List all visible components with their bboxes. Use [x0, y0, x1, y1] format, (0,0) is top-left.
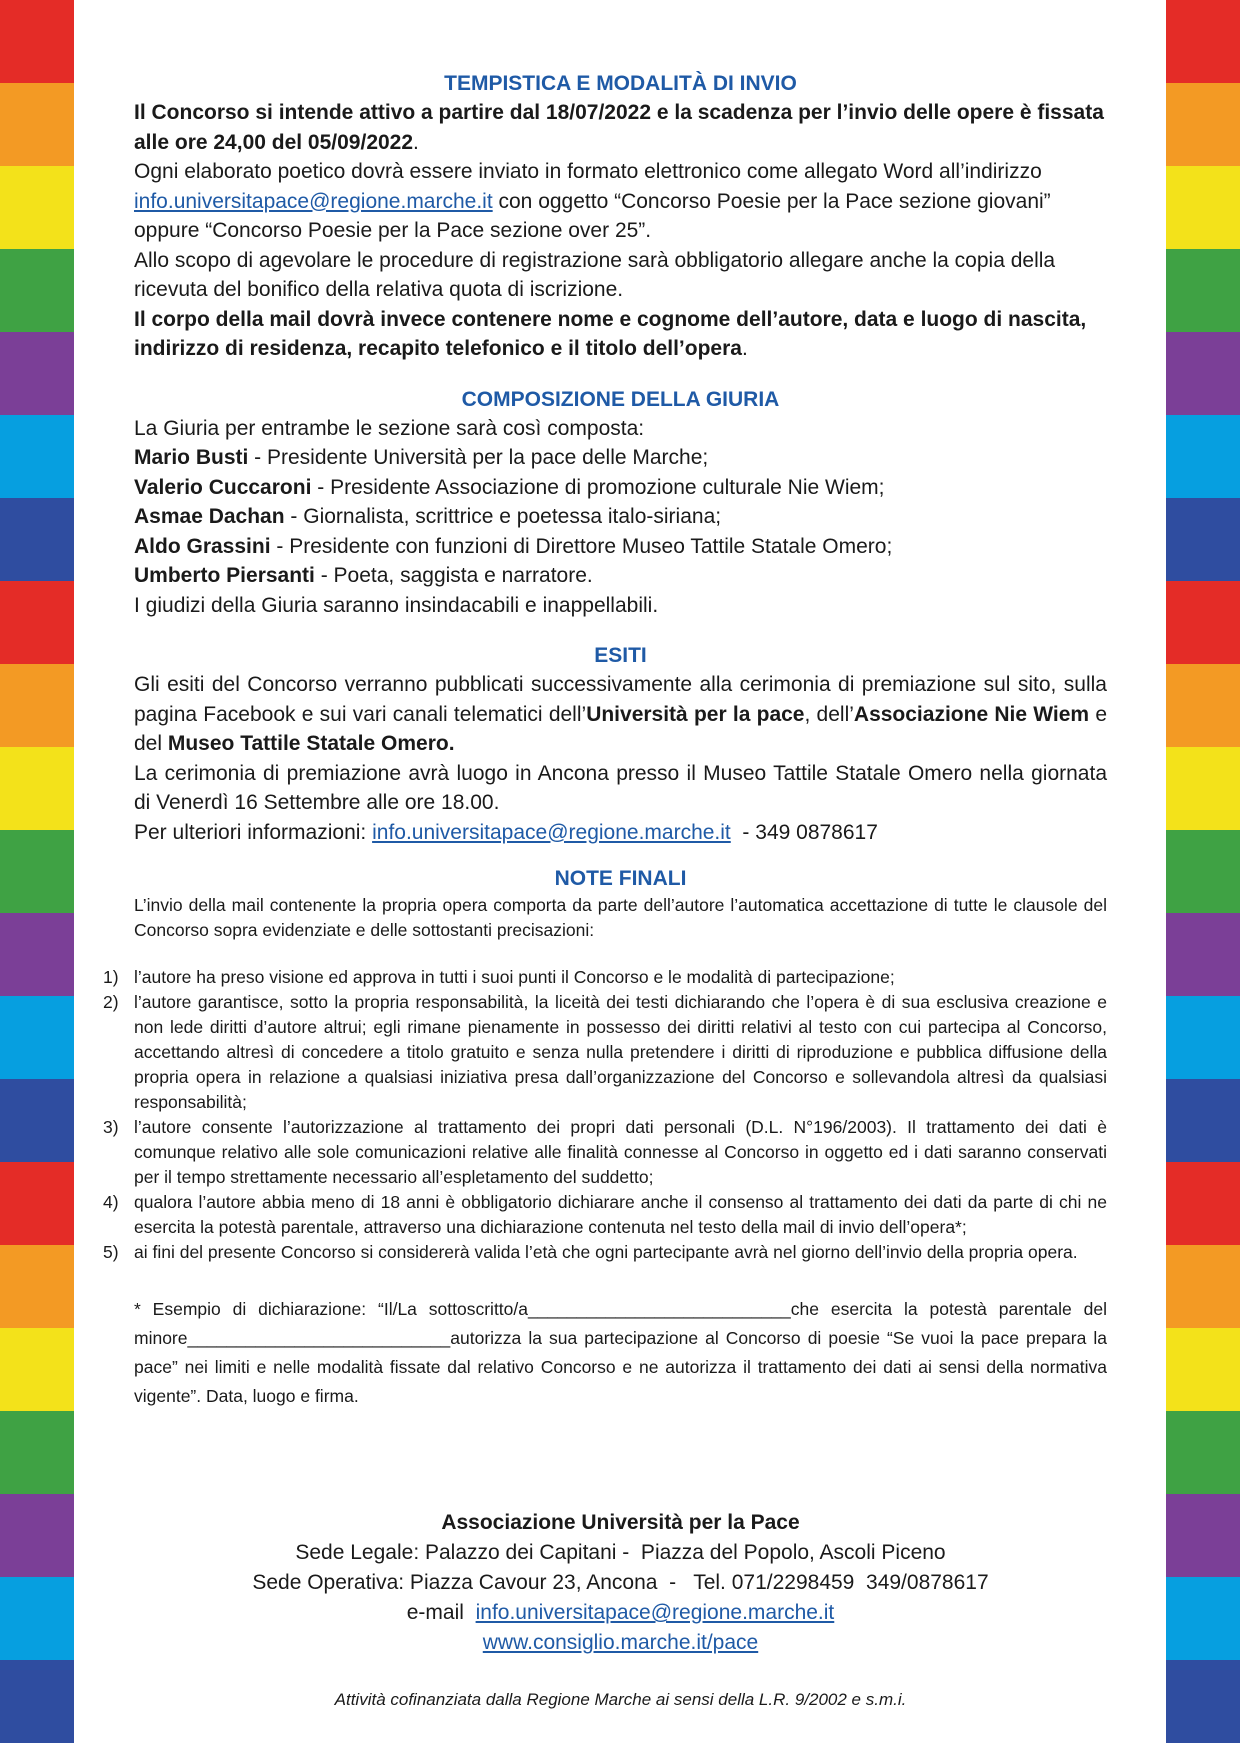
heading-invio: TEMPISTICA E MODALITÀ DI INVIO	[444, 72, 797, 95]
note-item	[103, 1240, 1107, 1265]
stripe-band	[0, 1577, 74, 1660]
stripe-band	[1166, 830, 1240, 913]
esiti-t2: , dell’	[804, 702, 854, 726]
stripe-band	[1166, 1660, 1240, 1743]
jury-member-name: Asmae Dachan	[134, 505, 285, 528]
invio-line1	[134, 157, 1107, 246]
note-item	[103, 1190, 1107, 1240]
note-item-number: 2)	[103, 992, 119, 1012]
footer-website-link[interactable]: www.consiglio.marche.it/pace	[482, 1631, 759, 1654]
invio-mail-body: Il corpo della mail dovrà invece contenere nome e cognome dell’autore, data e luogo di nascita, indirizzo di residenza, recapito telefonico e il titolo dell’opera.	[134, 307, 1087, 360]
stripe-band	[1166, 996, 1240, 1079]
esiti-ceremony: La cerimonia di premiazione avrà luogo in Ancona presso il Museo Tattile Statale Omero nella giornata di Venerdì 16 Settembre alle ore 18.00.	[134, 761, 1107, 814]
stripe-band	[0, 1328, 74, 1411]
note-item-text: l’autore consente l’autorizzazione al trattamento dei propri dati personali (D.L. N°196/2003). Il trattamento dei dati è comunque relativo alle sole comunicazioni relative alle finalità connesse al Concorso in oggetto ed i dati saranno conservati per il tempo strettamente necessario all’espletamento del suddetto;	[134, 1117, 1107, 1187]
spacer	[134, 847, 1107, 865]
esiti-t3: e del	[134, 702, 1108, 755]
note-item	[103, 990, 1107, 1115]
stripe-band	[1166, 1162, 1240, 1245]
jury-member-role: - Presidente Università per la pace delle Marche;	[248, 446, 709, 469]
note-item-text: l’autore ha preso visione ed approva in tutti i suoi punti il Concorso e le modalità di partecipazione;	[134, 967, 895, 987]
stripe-band	[0, 1162, 74, 1245]
note-item	[103, 965, 1107, 990]
stripe-band	[1166, 1245, 1240, 1328]
rainbow-stripe-left	[0, 0, 74, 1754]
main-content	[103, 70, 1108, 1411]
stripe-band	[1166, 581, 1240, 664]
jury-member-name: Aldo Grassini	[134, 534, 271, 558]
heading-note: NOTE FINALI	[554, 867, 687, 890]
jury-member-name: Valerio Cuccaroni	[134, 475, 312, 499]
stripe-band	[1166, 1328, 1240, 1411]
spacer	[134, 364, 1107, 386]
heading-giuria: COMPOSIZIONE DELLA GIURIA	[461, 387, 780, 411]
stripe-band	[0, 747, 74, 830]
jury-member-name: Mario Busti	[134, 446, 249, 469]
stripe-band	[1166, 0, 1240, 83]
jury-member-role: - Poeta, saggista e narratore.	[314, 564, 593, 587]
jury-member-role: - Giornalista, scrittrice e poetessa italo-siriana;	[284, 505, 722, 528]
esiti-info-label: Per ulteriori informazioni:	[134, 820, 373, 844]
stripe-band	[1166, 1494, 1240, 1577]
stripe-band	[0, 415, 74, 498]
footer-operative: Sede Operativa: Piazza Cavour 23, Ancona - Tel. 071/2298459 349/0878617	[252, 1571, 989, 1594]
stripe-band	[1166, 332, 1240, 415]
stripe-band	[0, 1245, 74, 1328]
note-example: * Esempio di dichiarazione: “Il/La sottoscritto/a___________________________che esercita la potestà parentale del minore___________________________autorizza la sua partecipazione al Concorso di poesie “Se vuoi la pace prepara la pace” nei limiti e nelle modalità fissate dal relativo Concorso e ne autorizza il trattamento dei dati ai sensi della normativa vigente”. Data, luogo e firma.	[134, 1299, 1107, 1406]
esiti-phone: - 349 0878617	[730, 820, 878, 844]
stripe-band	[0, 996, 74, 1079]
note-intro: L’invio della mail contenente la propria opera comporta da parte dell’autore l’automatica accettazione di tutte le clausole del Concorso sopra evidenziate e delle sottostanti precisazioni:	[134, 895, 1107, 940]
jury-member	[134, 561, 1107, 591]
invio-bold-intro: Il Concorso si intende attivo a partire dal 18/07/2022 e la scadenza per l’invio delle opere è fissata alle ore 24,00 del 05/09/2022	[134, 101, 1104, 154]
stripe-band	[0, 166, 74, 249]
stripe-band	[1166, 249, 1240, 332]
stripe-band	[1166, 1577, 1240, 1660]
jury-member	[134, 532, 1107, 562]
credit-line: Attività cofinanziata dalla Regione Marche ai sensi della L.R. 9/2002 e s.m.i.	[334, 1690, 907, 1709]
note-item-text: qualora l’autore abbia meno di 18 anni è obbligatorio dichiarare anche il consenso al trattamento dei dati da parte di chi ne esercita la potestà parentale, attraverso una dichiarazione contenuta nel testo della mail di invio dell’opera*;	[134, 1192, 1107, 1237]
esiti-text	[134, 670, 1107, 759]
stripe-band	[1166, 415, 1240, 498]
heading-esiti: ESITI	[594, 644, 647, 667]
note-item-text: l’autore garantisce, sotto la propria responsabilità, la liceità dei testi dichiarando che l’opera è di sua esclusiva creazione e non lede diritti d’autore altrui; egli rimane pienamente in possesso dei diritti relativi al testo con cui partecipa al Concorso, accettando altresì di concedere a titolo gratuito e senza nulla pretendere i diritti di riproduzione e pubblica diffusione della propria opera in relazione a qualsiasi iniziativa presa dall’organizzazione del Concorso e sollevandola altresì da qualsiasi responsabilità;	[134, 992, 1107, 1112]
esiti-email-link[interactable]: info.universitapace@regione.marche.it	[372, 820, 731, 844]
stripe-band	[0, 249, 74, 332]
footer-email	[134, 1598, 1107, 1628]
stripe-band	[0, 581, 74, 664]
jury-member	[134, 502, 1107, 532]
rainbow-stripe-right	[1166, 0, 1240, 1754]
spacer	[134, 620, 1107, 642]
invio-bold-mail: Il corpo della mail dovrà invece contenere nome e cognome dell’autore, data e luogo di nascita, indirizzo di residenza, recapito telefonico e il titolo dell’opera	[134, 307, 1087, 360]
esiti-b3: Museo Tattile Statale Omero.	[167, 732, 455, 755]
footer-email-link[interactable]: info.universitapace@regione.marche.it	[475, 1601, 835, 1624]
invio-line1-tail: con oggetto “Concorso Poesie per la Pace sezione giovani” oppure “Concorso Poesie per la Pace sezione over 25”.	[134, 189, 1051, 242]
invio-line2: Allo scopo di agevolare le procedure di registrazione sarà obbligatorio allegare anche la copia della ricevuta del bonifico della relativa quota di iscrizione.	[134, 248, 1056, 301]
stripe-band	[1166, 664, 1240, 747]
footer-website	[134, 1628, 1107, 1658]
stripe-band	[0, 1494, 74, 1577]
esiti-b2: Associazione Nie Wiem	[853, 702, 1090, 726]
stripe-band	[0, 332, 74, 415]
stripe-band	[1166, 83, 1240, 166]
stripe-band	[1166, 747, 1240, 830]
stripe-band	[0, 498, 74, 581]
footer-email-label: e-mail	[406, 1601, 476, 1624]
stripe-band	[0, 83, 74, 166]
footer-legal: Sede Legale: Palazzo dei Capitani - Piazza del Popolo, Ascoli Piceno	[295, 1541, 946, 1564]
stripe-band	[0, 664, 74, 747]
stripe-band	[1166, 913, 1240, 996]
note-list	[103, 965, 1107, 1265]
stripe-band	[0, 830, 74, 913]
stripe-band	[0, 0, 74, 83]
note-item-number: 5)	[103, 1242, 119, 1262]
esiti-t1: Gli esiti del Concorso verranno pubblicati successivamente alla cerimonia di premiazione sul sito, sulla pagina Facebook e sui vari canali telematici dell’	[134, 673, 1107, 726]
invio-dates: Il Concorso si intende attivo a partire dal 18/07/2022 e la scadenza per l’invio delle opere è fissata alle ore 24,00 del 05/09/2022.	[134, 101, 1104, 154]
note-item-number: 3)	[103, 1117, 119, 1137]
jury-member-role: - Presidente con funzioni di Direttore Museo Tattile Statale Omero;	[270, 534, 893, 558]
invio-email-link[interactable]: info.universitapace@regione.marche.it	[134, 189, 493, 213]
stripe-band	[1166, 498, 1240, 581]
stripe-band	[0, 1660, 74, 1743]
note-item-number: 4)	[103, 1192, 119, 1212]
invio-line1-text: Ogni elaborato poetico dovrà essere inviato in formato elettronico come allegato Word all’indirizzo	[134, 160, 1042, 183]
stripe-band	[0, 1079, 74, 1162]
stripe-band	[1166, 1411, 1240, 1494]
note-item-text: ai fini del presente Concorso si considererà valida l’età che ogni partecipante avrà nel giorno dell’invio della propria opera.	[134, 1242, 1078, 1262]
jury-member	[134, 473, 1107, 503]
giuria-intro: La Giuria per entrambe le sezione sarà così composta:	[134, 416, 645, 440]
stripe-band	[0, 1411, 74, 1494]
jury-member-role: - Presidente Associazione di promozione culturale Nie Wiem;	[311, 475, 885, 499]
note-item-number: 1)	[103, 967, 119, 987]
jury-member-name: Umberto Piersanti	[134, 564, 315, 587]
jury-list	[134, 443, 1107, 591]
stripe-band	[1166, 166, 1240, 249]
jury-member	[134, 443, 1107, 473]
esiti-info	[134, 818, 1107, 848]
stripe-band	[0, 913, 74, 996]
note-item	[103, 1115, 1107, 1190]
giuria-closing: I giudizi della Giuria saranno insindacabili e inappellabili.	[134, 593, 659, 617]
footer-org: Associazione Università per la Pace	[441, 1511, 800, 1534]
footer	[134, 1508, 1107, 1658]
esiti-b1: Università per la pace	[586, 702, 805, 726]
stripe-band	[1166, 1079, 1240, 1162]
